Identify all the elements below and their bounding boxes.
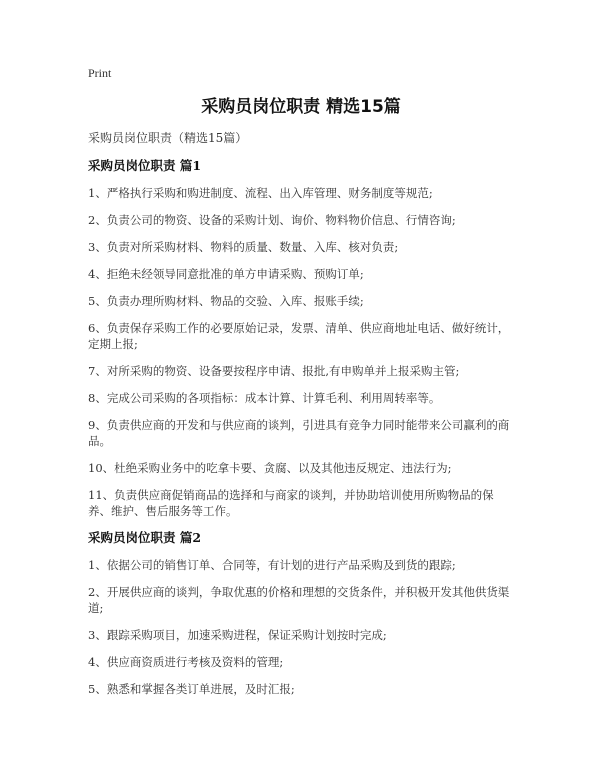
list-item: 10、杜绝采购业务中的吃拿卡要、贪腐、以及其他违反规定、违法行为; [88,461,452,475]
list-item: 5、负责办理所购材料、物品的交验、入库、报账手续; [88,294,364,308]
list-item: 11、负责供应商促销商品的选择和与商家的谈判，并协助培训使用所购物品的保养、维护、售后服务等工作。 [88,488,494,518]
print-label[interactable]: Print [88,66,112,80]
list-item: 2、负责公司的物资、设备的采购计划、询价、物料物价信息、行情咨询; [88,213,456,227]
list-item: 2、开展供应商的谈判，争取优惠的价格和理想的交货条件，并积极开发其他供货渠道; [88,585,510,615]
list-item: 3、跟踪采购项目，加速采购进程，保证采购计划按时完成; [88,628,387,642]
list-item: 3、负责对所采购材料、物料的质量、数量、入库、核对负责; [88,240,399,254]
section-heading: 采购员岗位职责 篇2 [88,530,202,545]
list-item: 1、依据公司的销售订单、合同等，有计划的进行产品采购及到货的跟踪; [88,558,456,572]
list-item: 8、完成公司采购的各项指标：成本计算、计算毛利、利用周转率等。 [88,391,441,405]
document-title: 采购员岗位职责 精选15篇 [201,97,401,117]
section-heading: 采购员岗位职责 篇1 [88,158,202,173]
list-item: 9、负责供应商的开发和与供应商的谈判，引进具有竞争力同时能带来公司赢利的商品。 [88,418,510,448]
list-item: 7、对所采购的物资、设备要按程序申请、报批,有申购单并上报采购主管; [88,364,460,378]
list-item: 6、负责保存采购工作的必要原始记录，发票、清单、供应商地址电话、做好统计，定期上报; [88,321,510,351]
section-1 [88,158,514,519]
list-item: 1、严格执行采购和购进制度、流程、出入库管理、财务制度等规范; [88,186,433,200]
section-2 [88,530,514,697]
list-item: 4、拒绝未经领导同意批准的单方申请采购、预购订单; [88,267,364,281]
list-item: 5、熟悉和掌握各类订单进展，及时汇报; [88,682,295,696]
list-item: 4、供应商资质进行考核及资料的管理; [88,655,284,669]
document-subtitle: 采购员岗位职责（精选15篇） [88,131,248,145]
